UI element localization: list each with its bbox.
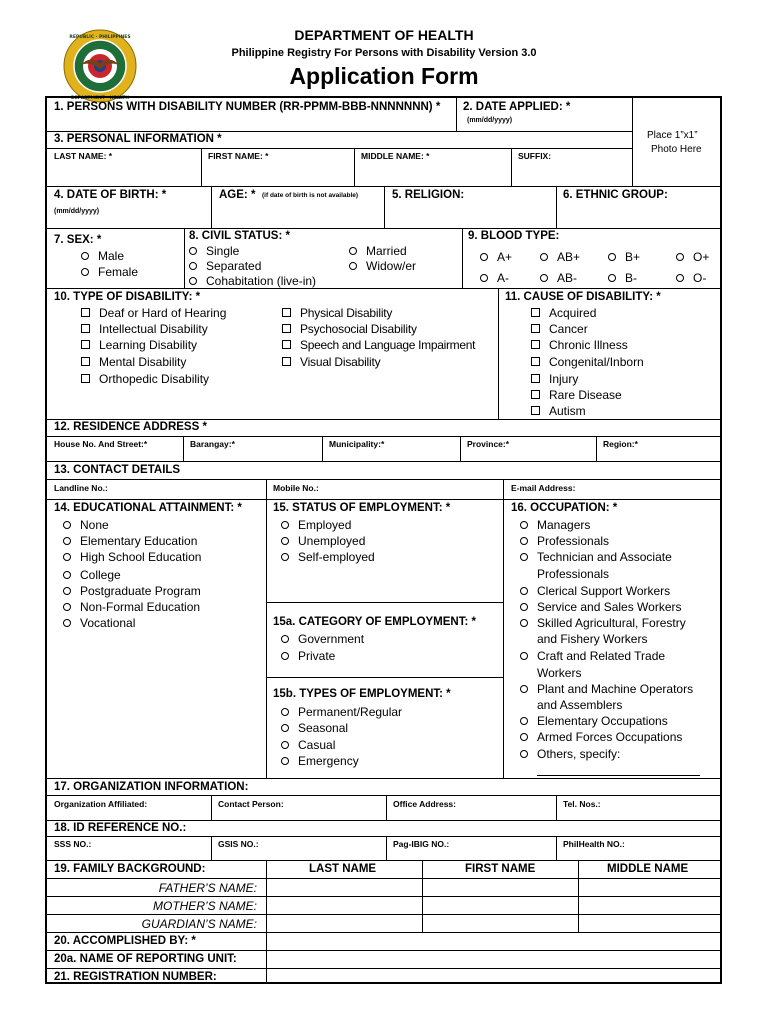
civil-single-radio[interactable]: Single — [189, 245, 239, 257]
form-title: Application Form — [289, 63, 479, 89]
disability-visual-checkbox[interactable]: Visual Disability — [282, 356, 380, 368]
blood-ab-neg-radio[interactable]: AB- — [540, 272, 577, 284]
occ-professionals-radio[interactable]: Professionals — [520, 535, 609, 547]
disability-type-label: 10. TYPE OF DISABILITY: * — [54, 291, 201, 303]
province-label: Province:* — [467, 439, 510, 449]
disability-physical-checkbox[interactable]: Physical Disability — [282, 307, 392, 319]
civil-status-label: 8. CIVIL STATUS: * — [189, 230, 290, 242]
barangay-label: Barangay:* — [190, 439, 235, 449]
blood-o-pos-radio[interactable]: O+ — [676, 251, 709, 263]
disability-mental-checkbox[interactable]: Mental Disability — [81, 356, 186, 368]
sss-label: SSS NO.: — [54, 839, 92, 849]
occ-clerical-radio[interactable]: Clerical Support Workers — [520, 585, 670, 597]
cause-rare-disease-checkbox[interactable]: Rare Disease — [531, 389, 622, 401]
sex-label: 7. SEX: * — [54, 234, 102, 246]
landline-label: Landline No.: — [54, 483, 108, 493]
occ-craft-radio[interactable]: Craft and Related Trade — [520, 650, 665, 662]
family-col-last: LAST NAME — [309, 863, 377, 875]
blood-b-pos-radio[interactable]: B+ — [608, 251, 640, 263]
employment-category-label: 15a. CATEGORY OF EMPLOYMENT: * — [273, 616, 476, 628]
cause-autism-checkbox[interactable]: Autism — [531, 405, 586, 417]
photo-placeholder-line1: Place 1”x1” — [647, 130, 698, 141]
last-name-label: LAST NAME: * — [54, 151, 113, 161]
svg-text:REPUBLIC · PHILIPPINES: REPUBLIC · PHILIPPINES — [69, 35, 131, 40]
disability-learning-checkbox[interactable]: Learning Disability — [81, 339, 197, 351]
disability-orthopedic-checkbox[interactable]: Orthopedic Disability — [81, 373, 209, 385]
blood-a-neg-radio[interactable]: A- — [480, 272, 509, 284]
first-name-label: FIRST NAME: * — [208, 151, 269, 161]
edu-nonformal-radio[interactable]: Non-Formal Education — [63, 601, 200, 613]
sex-male-radio[interactable]: Male — [81, 250, 124, 262]
municipality-label: Municipality:* — [329, 439, 385, 449]
civil-separated-radio[interactable]: Separated — [189, 260, 261, 272]
email-label: E-mail Address: — [511, 483, 576, 493]
date-applied-label: 2. DATE APPLIED: * — [463, 101, 571, 113]
blood-b-neg-radio[interactable]: B- — [608, 272, 637, 284]
age-label: AGE: * — [219, 189, 256, 201]
blood-a-pos-radio[interactable]: A+ — [480, 251, 512, 263]
cause-cancer-checkbox[interactable]: Cancer — [531, 323, 588, 335]
disability-cause-label: 11. CAUSE OF DISABILITY: * — [505, 291, 661, 303]
mobile-label: Mobile No.: — [273, 483, 319, 493]
occ-agricultural-radio[interactable]: Skilled Agricultural, Forestry — [520, 617, 686, 629]
occ-others-radio[interactable]: Others, specify: — [520, 748, 620, 760]
accomplished-by-label: 20. ACCOMPLISHED BY: * — [54, 935, 196, 947]
emp-selfemployed-radio[interactable]: Self-employed — [281, 551, 375, 563]
gsis-label: GSIS NO.: — [218, 839, 259, 849]
guardian-name-label: GUARDIAN’S NAME: — [141, 917, 257, 931]
personal-info-label: 3. PERSONAL INFORMATION * — [54, 133, 222, 145]
pwd-number-label: 1. PERSONS WITH DISABILITY NUMBER (RR-PPMM-BBB-NNNNNNN) * — [54, 101, 441, 113]
edu-vocational-radio[interactable]: Vocational — [63, 617, 135, 629]
disability-psychosocial-checkbox[interactable]: Psychosocial Disability — [282, 323, 417, 335]
office-address-label: Office Address: — [393, 799, 456, 809]
organization-info-label: 17. ORGANIZATION INFORMATION: — [54, 781, 249, 793]
employment-type-label: 15b. TYPES OF EMPLOYMENT: * — [273, 688, 451, 700]
application-form — [45, 96, 722, 984]
family-background-label: 19. FAMILY BACKGROUND: — [54, 863, 206, 875]
emp-seasonal-radio[interactable]: Seasonal — [281, 722, 348, 734]
date-of-birth-label: 4. DATE OF BIRTH: * — [54, 189, 167, 201]
disability-deaf-checkbox[interactable]: Deaf or Hard of Hearing — [81, 307, 226, 319]
cause-chronic-checkbox[interactable]: Chronic Illness — [531, 339, 628, 351]
svg-text:DEPARTMENT · HEALTH: DEPARTMENT · HEALTH — [70, 96, 130, 101]
blood-type-label: 9. BLOOD TYPE: — [468, 230, 560, 242]
suffix-label: SUFFIX: — [518, 151, 552, 161]
family-col-middle: MIDDLE NAME — [607, 863, 689, 875]
disability-speech-checkbox[interactable]: Speech and Language Impairment — [282, 339, 475, 351]
registry-subtitle: Philippine Registry For Persons with Disability Version 3.0 — [231, 47, 537, 59]
id-reference-label: 18. ID REFERENCE NO.: — [54, 822, 187, 834]
contact-details-label: 13. CONTACT DETAILS — [54, 464, 181, 476]
registration-number-label: 21. REGISTRATION NUMBER: — [54, 971, 217, 983]
blood-ab-pos-radio[interactable]: AB+ — [540, 251, 580, 263]
occupation-label: 16. OCCUPATION: * — [511, 502, 618, 514]
occ-craft-cont: Workers — [537, 666, 582, 680]
middle-name-label: MIDDLE NAME: * — [361, 151, 430, 161]
disability-intellectual-checkbox[interactable]: Intellectual Disability — [81, 323, 208, 335]
religion-label: 5. RELIGION: — [392, 189, 465, 201]
cause-acquired-checkbox[interactable]: Acquired — [531, 307, 596, 319]
edu-elementary-radio[interactable]: Elementary Education — [63, 535, 197, 547]
occ-plant-radio[interactable]: Plant and Machine Operators — [520, 683, 693, 695]
civil-widow-radio[interactable]: Widow/er — [349, 260, 416, 272]
dob-hint: (mm/dd/yyyy) — [54, 208, 100, 215]
philhealth-label: PhilHealth NO.: — [563, 839, 625, 849]
occ-service-radio[interactable]: Service and Sales Workers — [520, 601, 682, 613]
age-hint: (if date of birth is not available) — [262, 192, 359, 199]
emp-government-radio[interactable]: Government — [281, 633, 364, 645]
occ-others-specify-line[interactable] — [537, 775, 700, 776]
mother-name-label: MOTHER’S NAME: — [152, 899, 257, 913]
occ-managers-radio[interactable]: Managers — [520, 519, 590, 531]
sex-female-radio[interactable]: Female — [81, 266, 138, 278]
emp-permanent-radio[interactable]: Permanent/Regular — [281, 706, 402, 718]
occ-elementary-radio[interactable]: Elementary Occupations — [520, 715, 668, 727]
education-label: 14. EDUCATIONAL ATTAINMENT: * — [54, 502, 242, 514]
cause-congenital-checkbox[interactable]: Congenital/Inborn — [531, 356, 644, 368]
date-applied-hint: (mm/dd/yyyy) — [467, 117, 513, 124]
edu-college-radio[interactable]: College — [63, 569, 121, 581]
occ-technician-cont: Professionals — [537, 567, 610, 581]
emp-private-radio[interactable]: Private — [281, 650, 335, 662]
cause-injury-checkbox[interactable]: Injury — [531, 373, 578, 385]
civil-married-radio[interactable]: Married — [349, 245, 407, 257]
org-affiliated-label: Organization Affiliated: — [54, 799, 148, 809]
emp-emergency-radio[interactable]: Emergency — [281, 755, 359, 767]
emp-employed-radio[interactable]: Employed — [281, 519, 351, 531]
employment-status-label: 15. STATUS OF EMPLOYMENT: * — [273, 502, 451, 514]
residence-address-label: 12. RESIDENCE ADDRESS * — [54, 421, 207, 433]
photo-placeholder-line2: Photo Here — [651, 144, 702, 155]
region-label: Region:* — [603, 439, 638, 449]
tel-nos-label: Tel. Nos.: — [563, 799, 601, 809]
edu-highschool-radio[interactable]: High School Education — [63, 551, 201, 563]
father-name-label: FATHER’S NAME: — [158, 881, 257, 895]
emp-unemployed-radio[interactable]: Unemployed — [281, 535, 365, 547]
occ-armed-forces-radio[interactable]: Armed Forces Occupations — [520, 731, 682, 743]
department-title: DEPARTMENT OF HEALTH — [294, 27, 474, 43]
pagibig-label: Pag-IBIG NO.: — [393, 839, 450, 849]
blood-o-neg-radio[interactable]: O- — [676, 272, 706, 284]
house-street-label: House No. And Street:* — [54, 439, 148, 449]
family-col-first: FIRST NAME — [465, 863, 536, 875]
emp-casual-radio[interactable]: Casual — [281, 739, 335, 751]
contact-person-label: Contact Person: — [218, 799, 284, 809]
occ-plant-cont: and Assemblers — [537, 698, 623, 712]
occ-technician-radio[interactable]: Technician and Associate — [520, 551, 672, 563]
ethnic-group-label: 6. ETHNIC GROUP: — [563, 189, 668, 201]
edu-postgraduate-radio[interactable]: Postgraduate Program — [63, 585, 201, 597]
edu-none-radio[interactable]: None — [63, 519, 109, 531]
reporting-unit-label: 20a. NAME OF REPORTING UNIT: — [54, 953, 237, 965]
civil-cohabitation-radio[interactable]: Cohabitation (live-in) — [189, 275, 316, 287]
occ-agricultural-cont: and Fishery Workers — [537, 632, 648, 646]
